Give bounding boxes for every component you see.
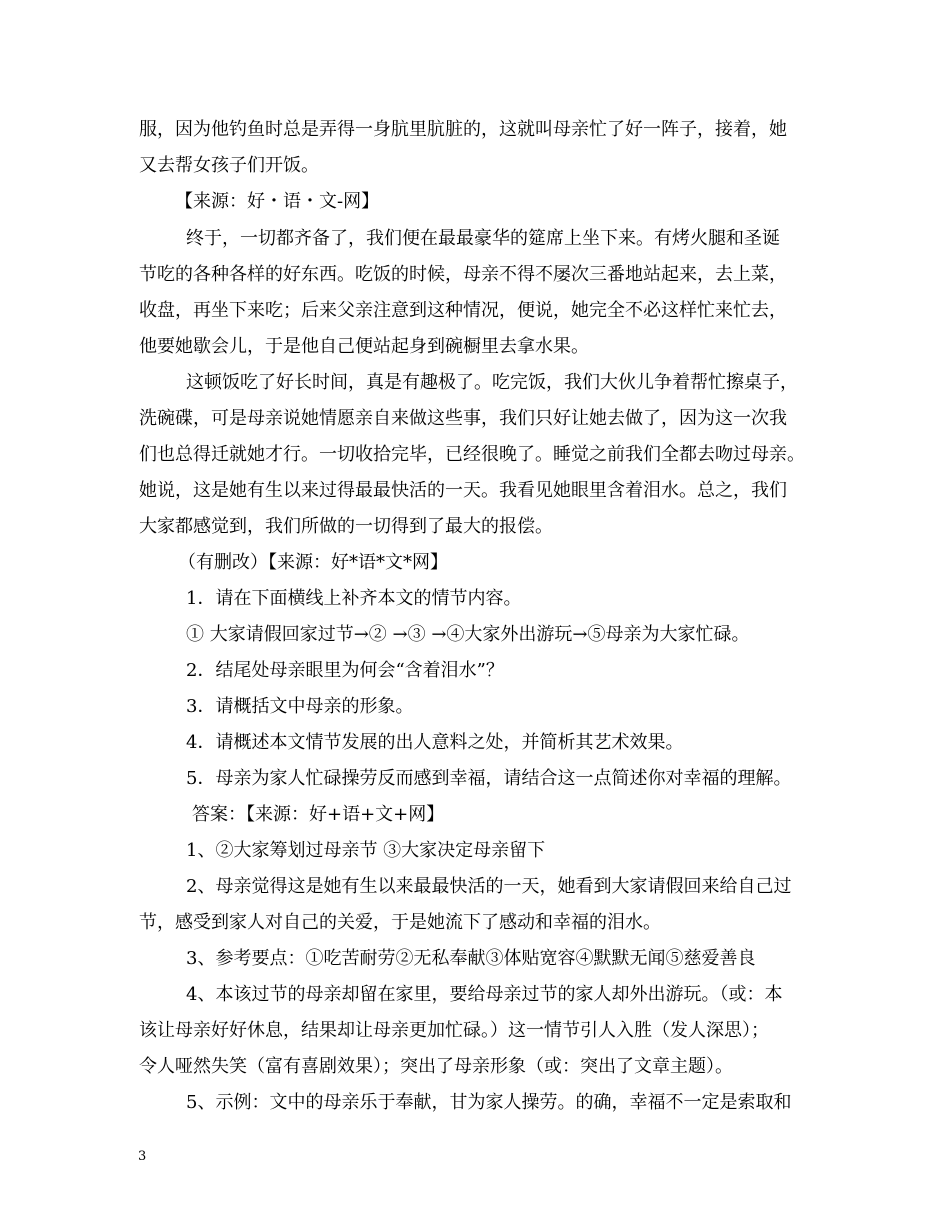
text-line: 收盘，再坐下来吃；后来父亲注意到这种情况，便说，她完全不必这样忙来忙去， <box>139 300 787 321</box>
answer-heading: 答案：【来源：好+语+文+网】 <box>192 804 445 825</box>
text-line: 节吃的各种各样的好东西。吃饭的时候，母亲不得不屡次三番地站起来，去上菜， <box>139 264 787 285</box>
question-5: 5．母亲为家人忙碌操劳反而感到幸福，请结合这一点简述你对幸福的理解。 <box>186 768 792 789</box>
answer-4: 令人哑然失笑（富有喜剧效果）；突出了母亲形象（或：突出了文章主题）。 <box>139 1056 733 1077</box>
text-line: 这顿饭吃了好长时间，真是有趣极了。吃完饭，我们大伙儿争着帮忙擦桌子， <box>186 372 798 393</box>
question-4: 4．请概述本文情节发展的出人意料之处，并简析其艺术效果。 <box>186 732 684 753</box>
answer-4: 该让母亲好好休息，结果却让母亲更加忙碌。）这一情节引人入胜（发人深思）； <box>139 1020 769 1041</box>
text-line: 终于，一切都齐备了，我们便在最最豪华的筵席上坐下来。有烤火腿和圣诞 <box>186 228 780 249</box>
text-line: 她说，这是她有生以来过得最最快活的一天。我看见她眼里含着泪水。总之，我们 <box>139 480 787 501</box>
text-line: 又去帮女孩子们开饭。 <box>139 155 319 176</box>
question-2: 2．结尾处母亲眼里为何会“含着泪水”？ <box>186 660 504 681</box>
text-line: 们也总得迁就她才行。一切收拾完毕，已经很晚了。睡觉之前我们全都去吻过母亲。 <box>139 444 805 465</box>
text-line: 大家都感觉到，我们所做的一切得到了最大的报偿。 <box>139 516 553 537</box>
question-1-blanks: ① 大家请假回家过节→② →③ →④大家外出游玩→⑤母亲为大家忙碌。 <box>186 624 750 645</box>
answer-5: 5、示例：文中的母亲乐于奉献，甘为家人操劳。的确，幸福不一定是索取和 <box>186 1092 792 1113</box>
page-number: 3 <box>138 1149 147 1164</box>
text-line: 他要她歇会儿，于是他自己便站起身到碗橱里去拿水果。 <box>139 336 589 357</box>
source-note: 【来源：好・语・文-网】 <box>175 191 380 212</box>
source-note: （有删改）【来源：好*语*文*网】 <box>178 552 448 573</box>
answer-1: 1、②大家筹划过母亲节 ③大家决定母亲留下 <box>186 840 546 861</box>
question-3: 3．请概括文中母亲的形象。 <box>186 696 414 717</box>
answer-4: 4、本该过节的母亲却留在家里，要给母亲过节的家人却外出游玩。（或：本 <box>186 984 783 1005</box>
answer-2: 2、母亲觉得这是她有生以来最最快活的一天，她看到大家请假回来给自己过 <box>186 876 792 897</box>
text-line: 洗碗碟，可是母亲说她情愿亲自来做这些事，我们只好让她去做了，因为这一次我 <box>139 408 787 429</box>
text-line: 服，因为他钓鱼时总是弄得一身肮里肮脏的，这就叫母亲忙了好一阵子，接着，她 <box>139 119 787 140</box>
answer-2: 节，感受到家人对自己的关爱，于是她流下了感动和幸福的泪水。 <box>139 912 661 933</box>
answer-3: 3、参考要点：①吃苦耐劳②无私奉献③体贴宽容④默默无闻⑤慈爱善良 <box>186 948 756 969</box>
question-1: 1．请在下面横线上补齐本文的情节内容。 <box>186 588 522 609</box>
